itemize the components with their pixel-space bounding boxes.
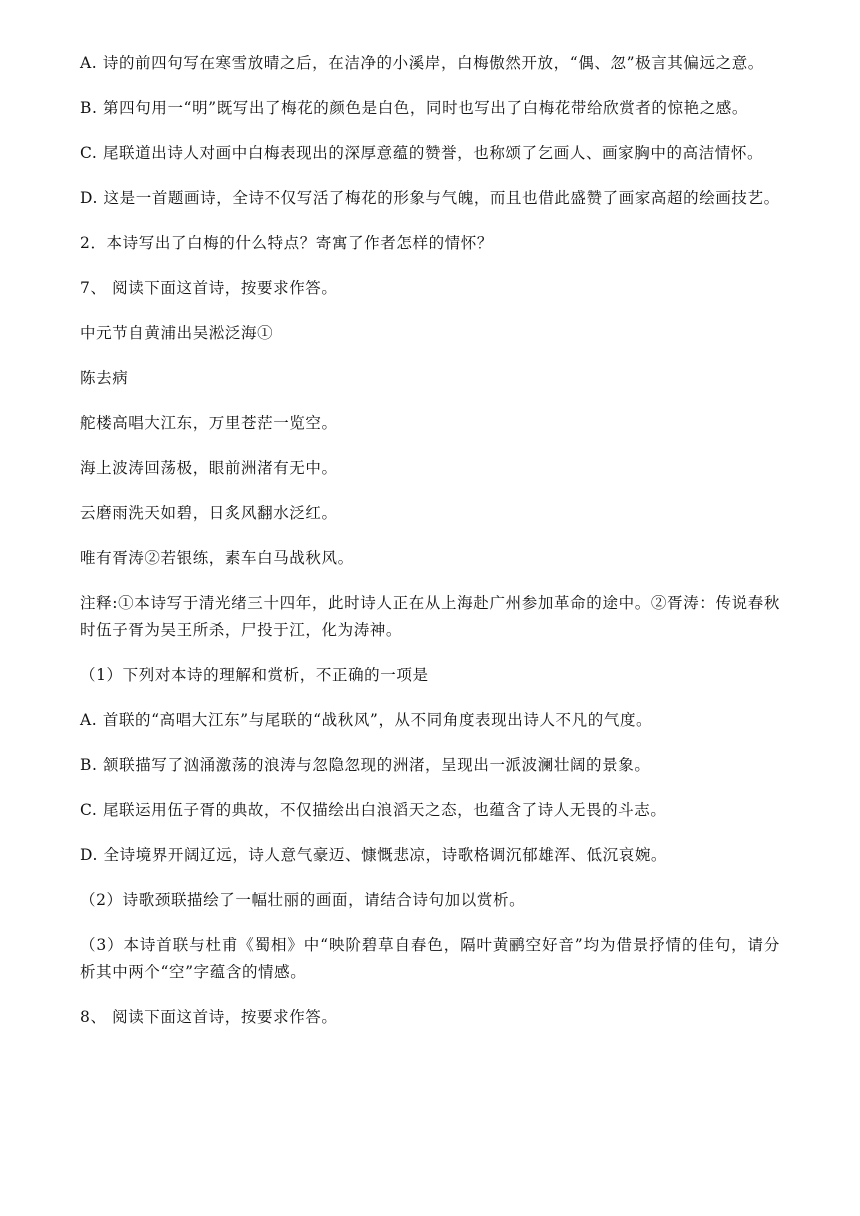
option-c-plum: C. 尾联道出诗人对画中白梅表现出的深厚意蕴的赞誉，也称颂了乞画人、画家胸中的高洁情怀。 — [80, 144, 764, 162]
poem-author: 陈去病 — [80, 369, 129, 387]
question-8-heading: 8、 阅读下面这首诗，按要求作答。 — [80, 1008, 338, 1026]
poem-line-1: 舵楼高唱大江东，万里苍茫一览空。 — [80, 414, 338, 432]
sub-question-1: （1）下列对本诗的理解和赏析，不正确的一项是 — [80, 666, 429, 684]
poem-line-2: 海上波涛回荡极，眼前洲渚有无中。 — [80, 459, 338, 477]
poem-line-3: 云磨雨洗天如碧，日炙风翻水泛红。 — [80, 504, 338, 522]
option-d-plum: D. 这是一首题画诗，全诗不仅写活了梅花的形象与气魄，而且也借此盛赞了画家高超的绘画技艺。 — [80, 189, 780, 207]
sub-question-2: （2）诗歌颈联描绘了一幅壮丽的画面，请结合诗句加以赏析。 — [80, 891, 526, 909]
poem-title: 中元节自黄浦出吴淞泛海① — [80, 324, 274, 342]
poem-notes: 注释:①本诗写于清光绪三十四年，此时诗人正在从上海赴广州参加革命的途中。②胥涛：传说春秋时伍子胥为吴王所杀，尸投于江，化为涛神。 — [80, 594, 780, 639]
question-7-heading: 7、 阅读下面这首诗，按要求作答。 — [80, 279, 338, 297]
option-a-poem: A. 首联的“高唱大江东”与尾联的“战秋风”，从不同角度表现出诗人不凡的气度。 — [80, 711, 653, 729]
option-d-poem: D. 全诗境界开阔辽远，诗人意气豪迈、慷慨悲凉，诗歌格调沉郁雄浑、低沉哀婉。 — [80, 846, 668, 864]
poem-line-4: 唯有胥涛②若银练，素车白马战秋风。 — [80, 549, 354, 567]
option-c-poem: C. 尾联运用伍子胥的典故，不仅描绘出白浪滔天之态，也蕴含了诗人无畏的斗志。 — [80, 801, 667, 819]
question-2: 2．本诗写出了白梅的什么特点？寄寓了作者怎样的情怀？ — [80, 234, 493, 252]
option-b-poem: B. 颔联描写了汹涌激荡的浪涛与忽隐忽现的洲渚，呈现出一派波澜壮阔的景象。 — [80, 756, 651, 774]
option-b-plum: B. 第四句用一“明”既写出了梅花的颜色是白色，同时也写出了白梅花带给欣赏者的惊艳之感。 — [80, 99, 748, 117]
option-a-plum: A. 诗的前四句写在寒雪放晴之后，在洁净的小溪岸，白梅傲然开放，“偶、忽”极言其偏远之意。 — [80, 54, 764, 72]
sub-question-3: （3）本诗首联与杜甫《蜀相》中“映阶碧草自春色，隔叶黄鹂空好音”均为借景抒情的佳句，请分析其中两个“空”字蕴含的情感。 — [80, 936, 780, 981]
